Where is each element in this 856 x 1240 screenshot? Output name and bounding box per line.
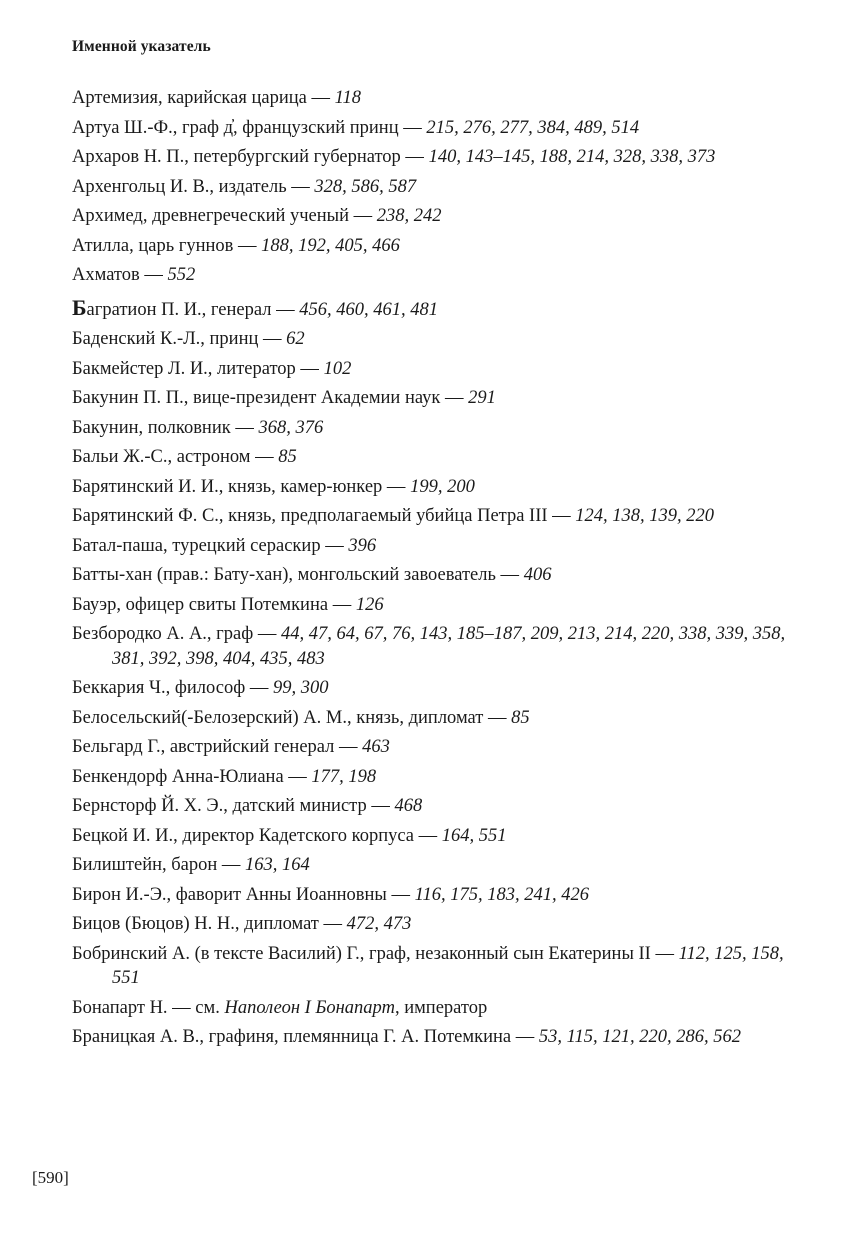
entry-heading: агратион П. И., генерал — [86, 299, 300, 320]
entry-page-numbers: 62 [286, 329, 305, 349]
entry-heading: Батты-хан (прав.: Бату-хан), монгольский завоеватель — [72, 565, 524, 585]
entry-heading: Безбородко А. А., граф — [72, 624, 281, 644]
entry-page-numbers: 53, 115, 121, 220, 286, 562 [538, 1027, 741, 1047]
entry-page-numbers: 328, 586, 587 [314, 176, 417, 197]
index-entry [72, 204, 792, 229]
entry-heading: Бирон И.-Э., фаворит Анны Иоанновны — [72, 884, 415, 905]
entry-heading: Архаров Н. П., петербургский губернатор — [72, 147, 429, 167]
entry-heading: Баденский К.-Л., принц — [72, 329, 287, 349]
entry-heading: Бобринский А. (в тексте Василий) Г., граф, незаконный сын Екатерины II — [72, 943, 679, 964]
index-entry [72, 386, 792, 411]
entry-heading: Бауэр, офицер свиты Потемкина — [72, 594, 356, 615]
entry-page-numbers: 472, 473 [346, 914, 412, 934]
entry-heading: Батал-паша, турецкий сераскир — [72, 535, 349, 556]
index-entry [72, 263, 792, 288]
entry-page-numbers: 199, 200 [410, 476, 475, 497]
entry-page-numbers: 368, 376 [258, 417, 324, 438]
entry-heading: Бакунин П. П., вице-президент Академии наук — [72, 388, 469, 408]
entry-page-numbers: 85 [511, 707, 530, 728]
entry-heading: Бонапарт Н. — см. [72, 997, 225, 1018]
entry-page-numbers: 102 [323, 358, 352, 379]
index-entry [72, 445, 792, 470]
entry-heading: Белосельский(-Белозерский) А. М., князь, дипломат — [72, 707, 512, 728]
entry-heading: Атилла, царь гуннов — [72, 235, 262, 256]
entry-page-numbers: 177, 198 [311, 766, 377, 787]
running-head: Именной указатель [72, 38, 211, 55]
cross-reference-target: Наполеон I Бонапарт [224, 997, 395, 1018]
entry-heading: Бецкой И. И., директор Кадетского корпуса — [72, 825, 442, 846]
index-entry [72, 296, 792, 323]
entry-page-numbers: 118 [334, 88, 361, 108]
entry-heading: Ахматов — [72, 265, 168, 285]
index-entry [72, 912, 792, 937]
index-entry [72, 1025, 792, 1050]
index-entry [72, 765, 792, 790]
entry-page-numbers: 463 [362, 737, 390, 757]
index-entry [72, 116, 792, 141]
index-entry [72, 996, 792, 1021]
index-entry [72, 86, 792, 111]
index-entry [72, 676, 792, 701]
entry-page-numbers: 456, 460, 461, 481 [299, 299, 438, 320]
page-number: [590] [32, 1168, 69, 1187]
section-initial-letter: Б [72, 294, 87, 320]
entry-heading: Бакмейстер Л. И., литератор — [72, 358, 324, 379]
entry-heading: Артуа Ш.-Ф., граф д̓, французский принц — [72, 117, 427, 138]
index-entry [72, 794, 792, 819]
index-entry [72, 475, 792, 500]
index-entry [72, 622, 792, 671]
index-entry [72, 593, 792, 618]
entry-page-numbers: 552 [167, 265, 196, 285]
index-entry [72, 563, 792, 588]
index-entry [72, 824, 792, 849]
entry-page-numbers: 396 [348, 535, 377, 556]
entry-page-numbers: 44, 47, 64, 67, 76, 143, 185–187, 209, 213, 214, 220, 338, 339, 358, 381, 392, 398, 404, 435, 483 [112, 624, 786, 669]
index-entry [72, 706, 792, 731]
index-entry [72, 853, 792, 878]
index-entry [72, 416, 792, 441]
entry-page-numbers: 188, 192, 405, 466 [261, 235, 400, 256]
index-entry [72, 234, 792, 259]
index-entry [72, 145, 792, 170]
entry-page-numbers: 164, 551 [441, 825, 507, 846]
entry-page-numbers: 126 [355, 594, 384, 615]
entry-heading: Бенкендорф Анна-Юлиана — [72, 766, 312, 787]
index-entry [72, 357, 792, 382]
entry-page-numbers: 468 [394, 796, 423, 816]
index-entry [72, 735, 792, 760]
index-entry [72, 534, 792, 559]
index-entry [72, 942, 792, 991]
entry-heading: Бернсторф Й. Х. Э., датский министр — [72, 796, 395, 816]
entry-page-numbers: 406 [523, 565, 552, 585]
index-list [72, 86, 792, 1055]
entry-heading: Билиштейн, барон — [72, 855, 246, 875]
entry-heading: Бельгард Г., австрийский генерал — [72, 737, 363, 757]
entry-heading: Бакунин, полковник — [72, 417, 259, 438]
entry-page-numbers: 112, 125, 158, 551 [112, 943, 784, 988]
entry-page-numbers: 85 [278, 447, 297, 467]
entry-heading: Архимед, древнегреческий ученый — [72, 206, 377, 226]
entry-page-numbers: 140, 143–145, 188, 214, 328, 338, 373 [428, 147, 716, 167]
entry-heading: Браницкая А. В., графиня, племянница Г. А. Потемкина — [72, 1027, 539, 1047]
index-entry [72, 175, 792, 200]
entry-page-numbers: 116, 175, 183, 241, 426 [414, 884, 589, 905]
entry-heading: Беккария Ч., философ — [72, 678, 273, 698]
entry-page-numbers: 215, 276, 277, 384, 489, 514 [426, 117, 640, 138]
entry-page-numbers: 124, 138, 139, 220 [575, 506, 715, 526]
entry-heading: Артемизия, карийская царица — [72, 88, 335, 108]
index-entry [72, 883, 792, 908]
index-entry [72, 504, 792, 529]
entry-heading: Бальи Ж.-С., астроном — [72, 447, 279, 467]
entry-heading: Бицов (Бюцов) Н. Н., дипломат — [72, 914, 347, 934]
entry-page-numbers: 163, 164 [245, 855, 310, 875]
entry-heading: Барятинский Ф. С., князь, предполагаемый убийца Петра III — [72, 506, 576, 526]
entry-page-numbers: 291 [468, 388, 496, 408]
cross-reference-tail: , император [394, 997, 488, 1018]
entry-page-numbers: 99, 300 [272, 678, 329, 698]
index-entry [72, 327, 792, 352]
entry-heading: Барятинский И. И., князь, камер-юнкер — [72, 476, 411, 497]
entry-page-numbers: 238, 242 [376, 206, 442, 226]
entry-heading: Архенгольц И. В., издатель — [72, 176, 315, 197]
